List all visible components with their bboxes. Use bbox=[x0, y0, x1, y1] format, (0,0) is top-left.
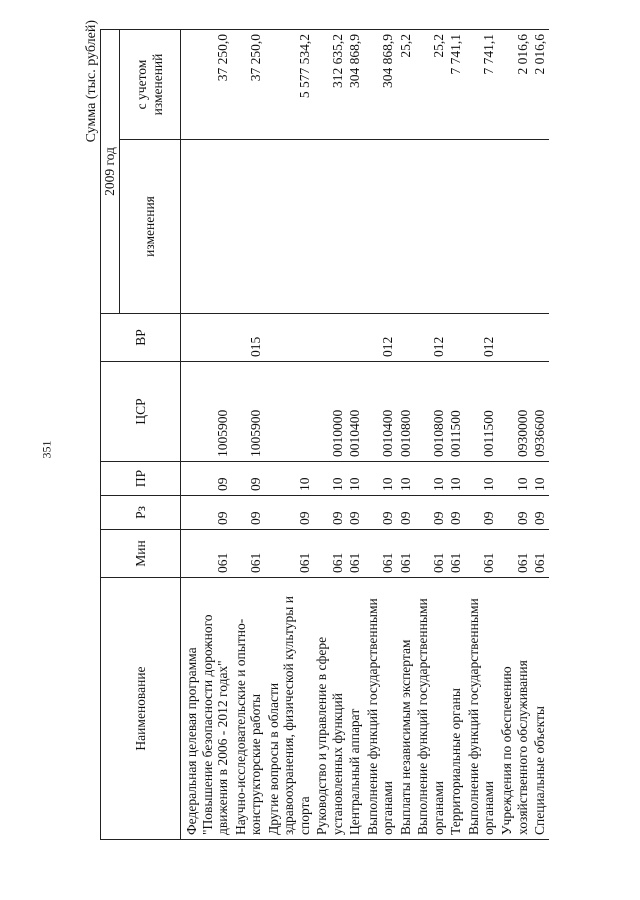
row-changes bbox=[181, 140, 232, 314]
row-changes bbox=[364, 140, 397, 314]
row-name: Выплаты независимым экспертам bbox=[397, 578, 415, 840]
row-pr: 10 bbox=[498, 462, 531, 496]
row-name: Руководство и управление в сфере установленных функций bbox=[313, 578, 346, 840]
row-csr: 1005900 bbox=[181, 362, 232, 462]
row-changes bbox=[414, 140, 447, 314]
page-number: 351 bbox=[39, 440, 54, 459]
row-changes bbox=[397, 140, 415, 314]
row-changes bbox=[313, 140, 346, 314]
row-name: Другие вопросы в области здравоохранения, физической культуры и спорта bbox=[265, 578, 314, 840]
header-with-changes: с учетом изменений bbox=[120, 30, 181, 140]
row-pr: 09 bbox=[181, 462, 232, 496]
row-vr bbox=[346, 314, 364, 362]
row-vr bbox=[181, 314, 232, 362]
row-csr: 0930000 bbox=[498, 362, 531, 462]
row-min: 061 bbox=[265, 530, 314, 578]
row-changes bbox=[447, 140, 465, 314]
row-total: 2 016,6 bbox=[531, 30, 549, 140]
row-csr: 0011500 bbox=[465, 362, 498, 462]
row-name: Научно-исследовательские и опытно-конструкторские работы bbox=[232, 578, 265, 840]
row-csr: 0010400 bbox=[346, 362, 364, 462]
header-csr: ЦСР bbox=[101, 362, 181, 462]
table-row bbox=[313, 30, 346, 840]
row-rz: 09 bbox=[414, 496, 447, 530]
row-pr: 10 bbox=[447, 462, 465, 496]
row-pr: 10 bbox=[313, 462, 346, 496]
table-row bbox=[465, 30, 498, 840]
row-vr bbox=[531, 314, 549, 362]
header-changes: изменения bbox=[120, 140, 181, 314]
row-min: 061 bbox=[181, 530, 232, 578]
table-row bbox=[181, 30, 232, 840]
row-min: 061 bbox=[531, 530, 549, 578]
row-name: Специальные объекты bbox=[531, 578, 549, 840]
row-rz: 09 bbox=[364, 496, 397, 530]
row-min: 061 bbox=[313, 530, 346, 578]
row-rz: 09 bbox=[346, 496, 364, 530]
row-total: 25,2 bbox=[414, 30, 447, 140]
header-pr: ПР bbox=[101, 462, 181, 496]
row-rz: 09 bbox=[397, 496, 415, 530]
row-pr: 10 bbox=[397, 462, 415, 496]
row-changes bbox=[346, 140, 364, 314]
row-name: Центральный аппарат bbox=[346, 578, 364, 840]
header-name: Наименование bbox=[101, 578, 181, 840]
row-vr bbox=[313, 314, 346, 362]
row-pr: 10 bbox=[265, 462, 314, 496]
sum-caption: Сумма (тыс. рублей) bbox=[84, 20, 99, 143]
row-total: 5 577 534,2 bbox=[265, 30, 314, 140]
row-csr: 0010000 bbox=[313, 362, 346, 462]
row-vr: 015 bbox=[232, 314, 265, 362]
budget-table bbox=[100, 29, 549, 840]
row-pr: 10 bbox=[465, 462, 498, 496]
row-total: 25,2 bbox=[397, 30, 415, 140]
row-total: 2 016,6 bbox=[498, 30, 531, 140]
row-total: 37 250,0 bbox=[181, 30, 232, 140]
row-csr: 0010400 bbox=[364, 362, 397, 462]
row-changes bbox=[465, 140, 498, 314]
header-row-1 bbox=[101, 30, 120, 840]
header-vr: ВР bbox=[101, 314, 181, 362]
row-min: 061 bbox=[447, 530, 465, 578]
row-pr: 10 bbox=[531, 462, 549, 496]
row-pr: 09 bbox=[232, 462, 265, 496]
row-total: 7 741,1 bbox=[447, 30, 465, 140]
row-name: Выполнение функций государственными органами bbox=[465, 578, 498, 840]
row-changes bbox=[265, 140, 314, 314]
row-csr: 0011500 bbox=[447, 362, 465, 462]
row-changes bbox=[531, 140, 549, 314]
row-min: 061 bbox=[346, 530, 364, 578]
table-row bbox=[232, 30, 265, 840]
row-vr bbox=[265, 314, 314, 362]
row-min: 061 bbox=[232, 530, 265, 578]
row-min: 061 bbox=[364, 530, 397, 578]
row-name: Выполнение функций государственными органами bbox=[364, 578, 397, 840]
table-row bbox=[397, 30, 415, 840]
row-pr: 10 bbox=[364, 462, 397, 496]
row-vr: 012 bbox=[414, 314, 447, 362]
table-body bbox=[181, 30, 549, 840]
row-csr: 1005900 bbox=[232, 362, 265, 462]
row-rz: 09 bbox=[531, 496, 549, 530]
row-min: 061 bbox=[498, 530, 531, 578]
row-rz: 09 bbox=[265, 496, 314, 530]
header-min: Мин bbox=[101, 530, 181, 578]
row-csr bbox=[265, 362, 314, 462]
row-vr: 012 bbox=[465, 314, 498, 362]
row-rz: 09 bbox=[313, 496, 346, 530]
row-rz: 09 bbox=[498, 496, 531, 530]
row-min: 061 bbox=[414, 530, 447, 578]
row-name: Выполнение функций государственными органами bbox=[414, 578, 447, 840]
row-total: 304 868,9 bbox=[364, 30, 397, 140]
row-min: 061 bbox=[465, 530, 498, 578]
row-total: 304 868,9 bbox=[346, 30, 364, 140]
table-row bbox=[364, 30, 397, 840]
row-pr: 10 bbox=[414, 462, 447, 496]
row-vr bbox=[397, 314, 415, 362]
row-vr bbox=[498, 314, 531, 362]
row-name: Территориальные органы bbox=[447, 578, 465, 840]
row-pr: 10 bbox=[346, 462, 364, 496]
row-total: 7 741,1 bbox=[465, 30, 498, 140]
row-total: 37 250,0 bbox=[232, 30, 265, 140]
row-rz: 09 bbox=[465, 496, 498, 530]
table-row bbox=[447, 30, 465, 840]
table-row bbox=[498, 30, 531, 840]
row-changes bbox=[232, 140, 265, 314]
row-rz: 09 bbox=[447, 496, 465, 530]
row-changes bbox=[498, 140, 531, 314]
row-name: Учреждения по обеспечению хозяйственного обслуживания bbox=[498, 578, 531, 840]
row-vr bbox=[447, 314, 465, 362]
header-rz: Рз bbox=[101, 496, 181, 530]
row-total: 312 635,2 bbox=[313, 30, 346, 140]
row-vr: 012 bbox=[364, 314, 397, 362]
row-name: Федеральная целевая программа "Повышение безопасности дорожного движения в 2006 - 2012 годах" bbox=[181, 578, 232, 840]
row-min: 061 bbox=[397, 530, 415, 578]
row-rz: 09 bbox=[181, 496, 232, 530]
table-row bbox=[346, 30, 364, 840]
row-csr: 0936600 bbox=[531, 362, 549, 462]
header-year: 2009 год bbox=[101, 30, 120, 314]
table-row bbox=[531, 30, 549, 840]
row-csr: 0010800 bbox=[414, 362, 447, 462]
table-row bbox=[265, 30, 314, 840]
row-rz: 09 bbox=[232, 496, 265, 530]
row-csr: 0010800 bbox=[397, 362, 415, 462]
table-row bbox=[414, 30, 447, 840]
